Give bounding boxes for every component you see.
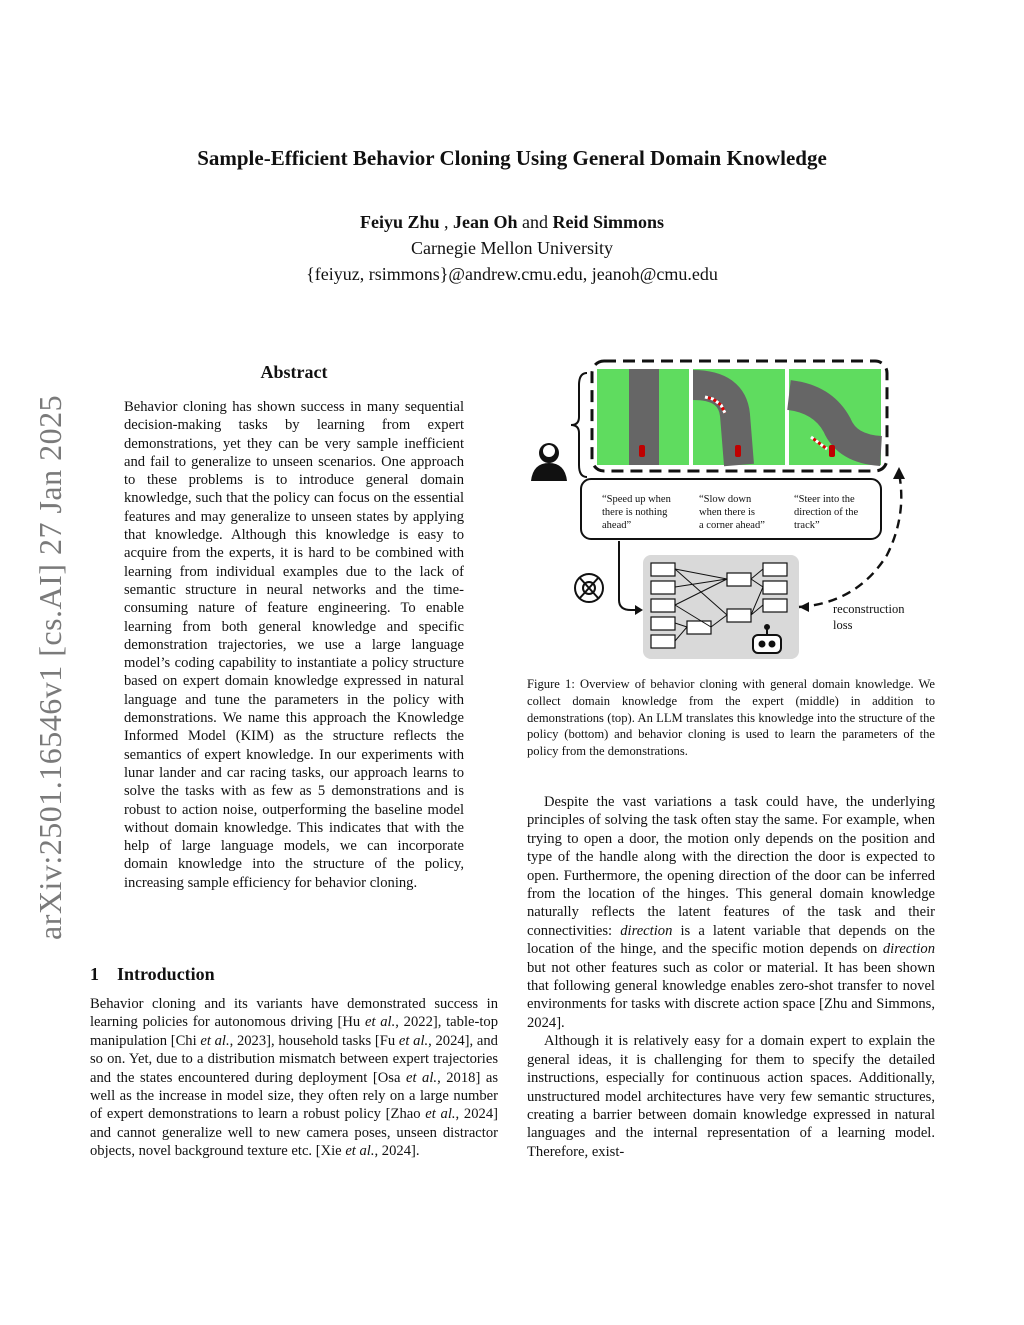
citation-etal: et al. bbox=[425, 1106, 456, 1123]
right-column-body bbox=[527, 793, 935, 1161]
author-list bbox=[0, 212, 1024, 233]
author-emails: {feiyuz, rsimmons}@andrew.cmu.edu, jeanoh@cmu.edu bbox=[306, 264, 718, 284]
expert-person-icon bbox=[531, 443, 567, 481]
quote-text: there is nothing bbox=[602, 507, 668, 518]
loss-label: loss bbox=[833, 618, 853, 632]
arrow-head bbox=[893, 467, 905, 479]
affiliation: Carnegie Mellon University bbox=[411, 238, 613, 258]
arxiv-identifier: arXiv:2501.16546v1 [cs.AI] 27 Jan 2025 bbox=[32, 394, 68, 940]
quote-text: ahead” bbox=[602, 520, 632, 531]
author-name: Feiyu Zhu bbox=[359, 212, 440, 232]
brace bbox=[571, 373, 587, 477]
paragraph: Although it is relatively easy for a domain expert to explain the general ideas, it is challenging for them to specify the detailed instructions, especially for continuous action spaces. Additionally, unstructured model architectures have very few semantic structures, creating a barrier between domain knowledge expressed in natural languages and the internal representation of a learning model. Therefore, exist- bbox=[527, 1033, 935, 1160]
emphasis: direction bbox=[620, 922, 673, 939]
demo-frame-2 bbox=[693, 369, 785, 465]
abstract-heading: Abstract bbox=[260, 362, 328, 382]
section-number: 1 bbox=[90, 964, 99, 984]
arrow-head bbox=[635, 605, 643, 615]
abstract-text: Behavior cloning has shown success in many sequential decision-making tasks by learning from expert demonstrations, yet they can be very sample inefficient and fail to generalize to unseen scenarios. One approach to these problems is to introduce general domain knowledge, such that the policy can focus on the essential features and may generalize to unseen states by applying that knowledge. Although this knowledge is easy to acquire from the experts, it is hard to be combined with learning from individual examples due to the lack of semantic structure in neural networks and the time-consuming nature of feature engineering. To enable learning from both general knowledge and specific demonstration trajectories, we use a large language model’s coding capability to instantiate a policy structure based on expert domain knowledge expressed in natural language and tune the parameters in the policy with demonstrations. We name this approach the Knowledge Informed Model (KIM) as the structure reflects the semantics of expert knowledge. In our experiments with lunar lander and car racing tasks, our approach learns to solve the tasks with as few as 5 demonstrations and is robust to action noise, outperforming the baseline model without domain knowledge. This indicates that with the help of large language models, we can incorporate domain knowledge into the structure of the policy, increasing sample efficiency for behavior cloning. bbox=[124, 399, 464, 891]
loss-label: reconstruction bbox=[833, 602, 905, 616]
section-heading-introduction bbox=[90, 964, 215, 985]
citation-etal: et al. bbox=[398, 1032, 429, 1049]
section-title: Introduction bbox=[117, 964, 215, 984]
intro-paragraph: Behavior cloning and its variants have demonstrated success in learning policies for autonomous driving [Hu et al., 2022], table-top manipulation [Chi et al., 2023], household tasks [Fu et al., 2024], and so on. Yet, due to a distribution mismatch between expert trajectories and the states encountered during deployment [Osa et al., 2018] as well as the increase in model size, they often rely on a large number of expert demonstrations to learn a robust policy [Zhao et al., 2024] and cannot generalize well to new camera poses, unseen distractor objects, novel background texture etc. [Xie et al., 2024]. bbox=[90, 996, 498, 1160]
quote-text: when there is bbox=[699, 507, 755, 518]
emphasis: direction bbox=[882, 941, 935, 958]
author-separator: , bbox=[439, 212, 453, 232]
quote-text: “Slow down bbox=[699, 494, 752, 505]
paragraph: Despite the vast variations a task could have, the underlying principles of solving the task often stay the same. For example, when trying to open a door, the motion only depends on the position and type of the handle along with the direction the door is expected to open. Furthermore, the opening direction of the door can be inferred from the location of the hinges. This general domain knowledge naturally reflects the latent features of the task and their connectivities: direction is a latent variable that depends on the location of the hinge, and the specific motion depends on direction but not other features such as color or material. It has been shown that following general knowledge enables zero-shot transfer to novel environments for tasks with discrete action space [Zhu and Simmons, 2024]. bbox=[527, 794, 935, 1031]
citation-etal: et al. bbox=[364, 1014, 396, 1031]
paper-title: Sample-Efficient Behavior Cloning Using General Domain Knowledge bbox=[197, 146, 827, 170]
author-separator: and bbox=[517, 212, 553, 232]
demo-frame-3 bbox=[789, 369, 881, 465]
citation-etal: et al. bbox=[345, 1143, 375, 1160]
quote-text: a corner ahead” bbox=[699, 520, 765, 531]
translation-arrow bbox=[619, 541, 639, 610]
quote-text: “Speed up when bbox=[602, 494, 671, 505]
arrow-head bbox=[799, 602, 809, 612]
llm-icon bbox=[575, 574, 603, 602]
quote-text: direction of the bbox=[794, 507, 859, 518]
author-name: Reid Simmons bbox=[552, 212, 665, 232]
quote-text: “Steer into the bbox=[794, 494, 855, 505]
author-name: Jean Oh bbox=[453, 212, 518, 232]
citation-etal: et al. bbox=[405, 1069, 438, 1086]
figure-1-caption: Figure 1: Overview of behavior cloning with general domain knowledge. We collect domain knowledge from the expert (middle) in addition to demonstrations (top). An LLM translates this knowledge into the structure of the policy (bottom) and behavior cloning is used to learn the parameters of the policy from the demonstrations. bbox=[527, 677, 935, 759]
figure-1-diagram bbox=[527, 355, 927, 665]
quote-text: track” bbox=[794, 520, 820, 531]
citation-etal: et al. bbox=[200, 1032, 230, 1049]
demo-frame-1 bbox=[597, 369, 689, 465]
